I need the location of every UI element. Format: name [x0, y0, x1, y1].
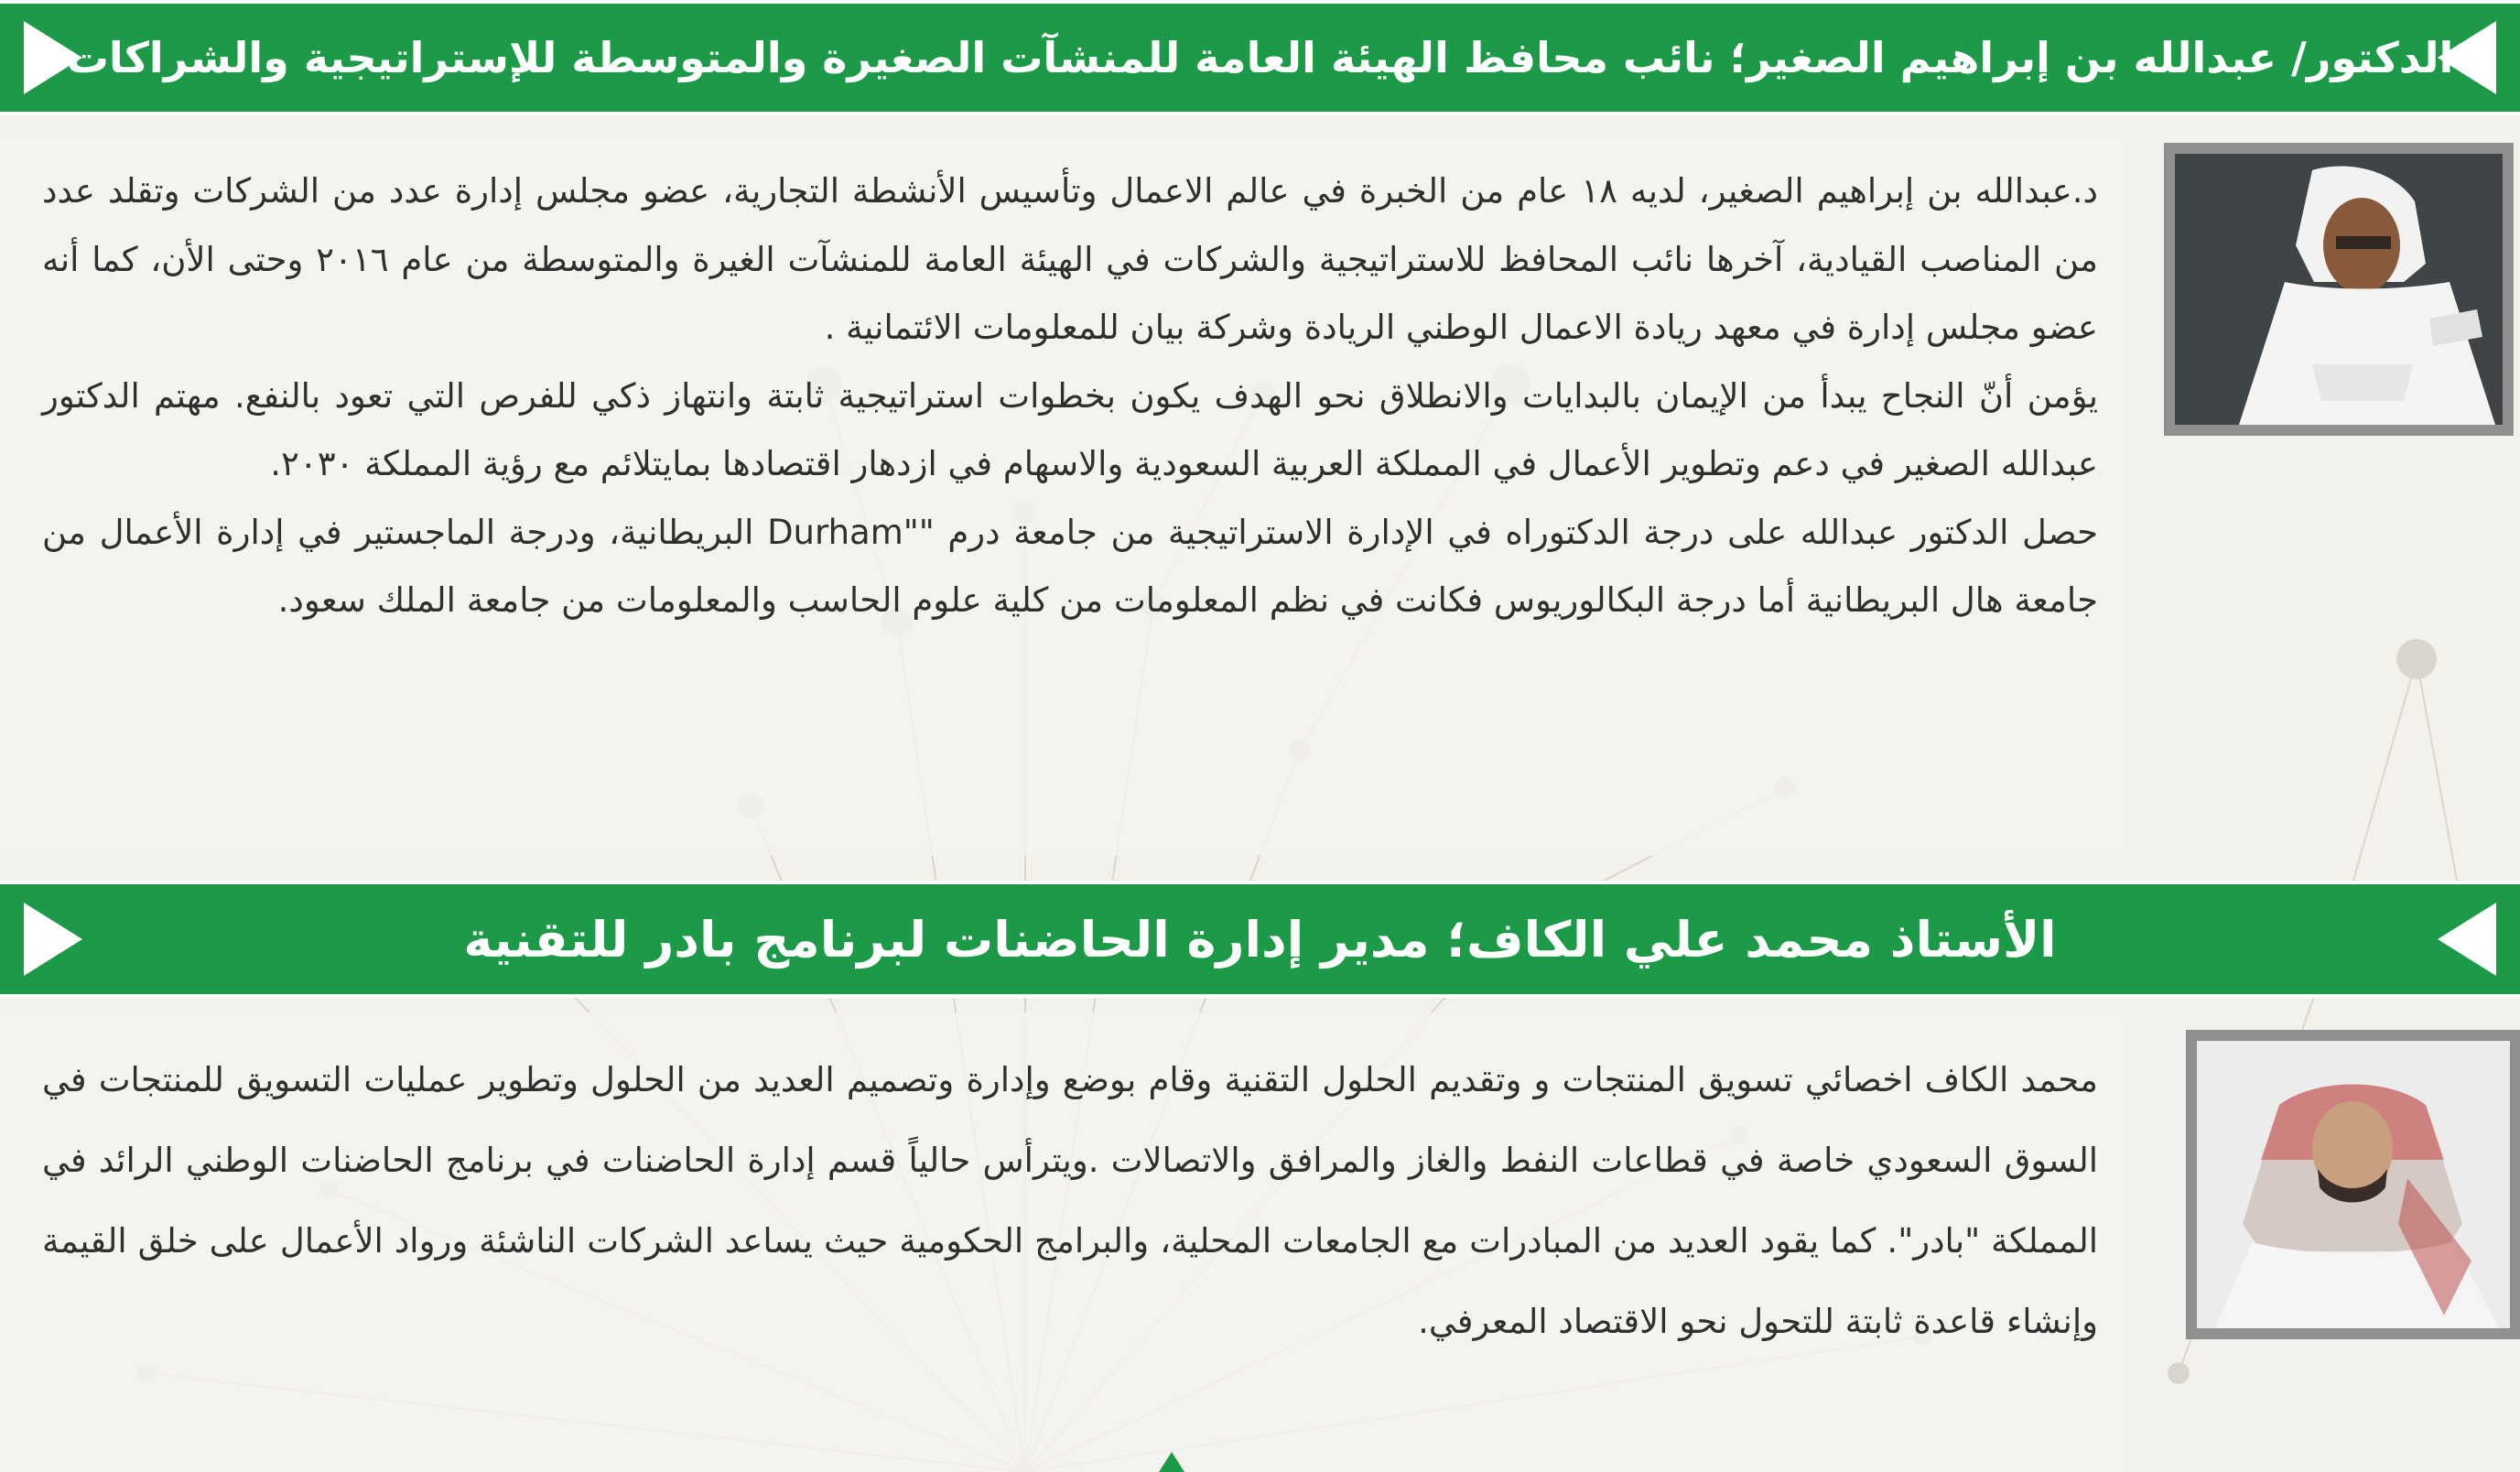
triangle-left-marker — [2438, 903, 2496, 976]
section-2-biography-panel — [0, 1012, 2124, 1472]
bottom-triangle-marker — [1159, 1452, 1184, 1472]
section-2-header-banner — [0, 881, 2520, 998]
portrait-illustration — [2197, 1041, 2510, 1328]
section-1-paragraph-2: يؤمن أنّ النجاح يبدأ من الإيمان بالبدايات والانطلاق نحو الهدف يكون بخطوات استراتيجية ثابتة وانتهاز ذكي للفرص التي تعود بالنفع. مهتم الدكتور عبدالله الصغير في دعم وتطوير الأعمال في المملكة العربية السعودية والاسهام في ازدهار اقتصادها بمايتلائم مع رؤية المملكة ٢٠٣٠. — [42, 375, 2098, 483]
triangle-left-marker — [2438, 21, 2496, 94]
section-1-title: الدكتور/ عبدالله بن إبراهيم الصغير؛ نائب محافظ الهيئة العامة للمنشآت الصغيرة والمتوسطة للإستراتيجية والشراكات — [66, 33, 2454, 82]
section-1-paragraph-1: د.عبدالله بن إبراهيم الصغير، لديه ١٨ عام من الخبرة في عالم الاعمال وتأسيس الأنشطة التجارية، عضو مجلس إدارة عدد من الشركات وتقلد عدد من المناصب القيادية، آخرها نائب المحافظ للاستراتيجية والشركات في الهيئة العامة للمنشآت الغيرة والمتوسطة من عام ٢٠١٦ وحتى الأن، كما أنه عضو مجلس إدارة في معهد ريادة الاعمال الوطني الريادة وشركة بيان للمعلومات الائتمانية . — [42, 171, 2098, 347]
section-1-biography-panel — [0, 137, 2124, 856]
portrait-photo-mohammed-alkaf — [2186, 1030, 2520, 1339]
section-2-title: الأستاذ محمد علي الكاف؛ مدير إدارة الحاضنات لبرنامج بادر للتقنية — [463, 910, 2057, 969]
triangle-right-marker — [24, 903, 82, 976]
portrait-illustration — [2175, 154, 2503, 425]
portrait-photo-abdullah-alsaghir — [2164, 143, 2514, 436]
section-1-paragraph-3: حصل الدكتور عبدالله على درجة الدكتوراه في الإدارة الاستراتيجية من جامعة درم ""Durham البريطانية، ودرجة الماجستير في إدارة الأعمال من جامعة هال البريطانية أما درجة البكالوريوس فكانت في نظم المعلومات من كلية علوم الحاسب والمعلومات من جامعة الملك سعود. — [42, 512, 2098, 620]
section-2-paragraph-1: محمد الكاف اخصائي تسويق المنتجات و وتقديم الحلول التقنية وقام بوضع وإدارة وتصميم العديد من الحلول وتطوير عمليات التسويق للمنتجات في السوق السعودي خاصة في قطاعات النفط والغاز والمرافق والاتصالات .ويترأس حالياً قسم إدارة الحاضنات في برنامج الحاضنات الوطني الرائد في المملكة "بادر". كما يقود العديد من المبادرات مع الجامعات المحلية، والبرامج الحكومية حيث يساعد الشركات الناشئة ورواد الأعمال على خلق القيمة وإنشاء قاعدة ثابتة للتحول نحو الاقتصاد المعرفي. — [42, 1060, 2098, 1341]
section-1-header-banner — [0, 0, 2520, 115]
